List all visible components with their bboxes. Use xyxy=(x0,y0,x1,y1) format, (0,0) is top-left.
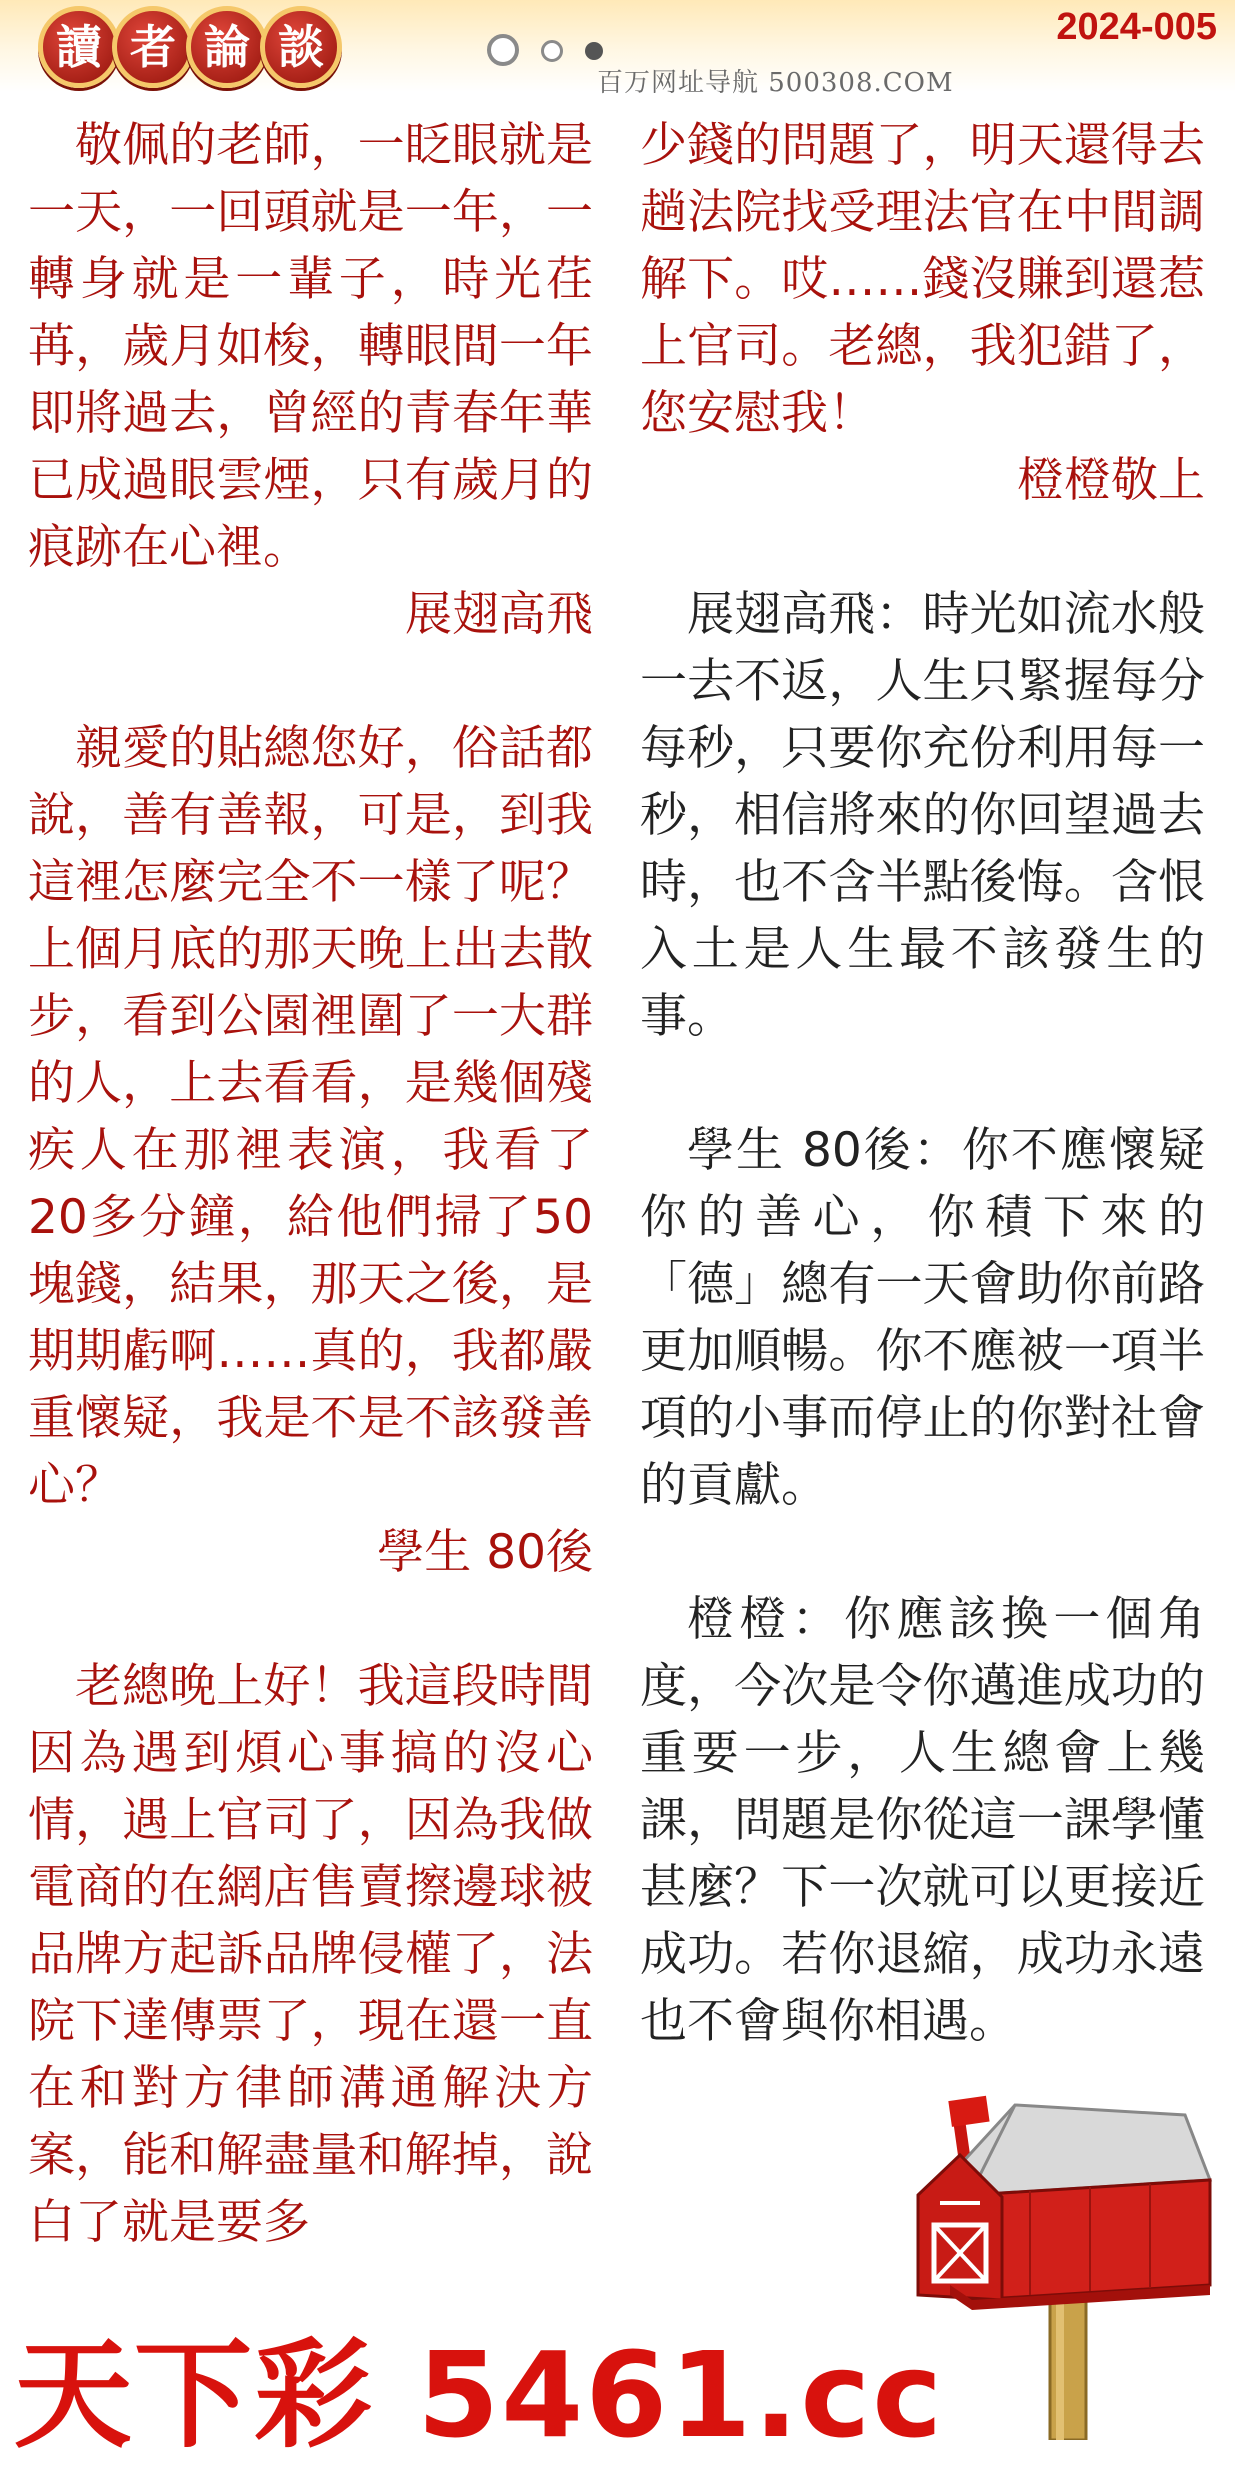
letter-body-continued: 少錢的問題了，明天還得去趟法院找受理法官在中間調解下。哎……錢沒賺到還惹上官司。老總，我犯錯了，您安慰我！ xyxy=(640,118,1205,441)
page-header xyxy=(0,0,1235,98)
reply-paragraph xyxy=(640,1117,1205,1519)
mailbox-illustration xyxy=(910,2085,1220,2440)
reply-text: ：時光如流水般一去不返，人生只緊握每分每秒，只要你充份利用每一秒，相信將來的你回望過去時，也不含半點後悔。含恨入土是人生最不該發生的事。 xyxy=(640,587,1206,1044)
title-char-badge: 談 xyxy=(260,6,342,88)
letter-body: 親愛的貼總您好，俗話都說，善有善報，可是，到我這裡怎麼完全不一樣了呢？上個月底的那天晚上出去散步，看到公園裡圍了一大群的人，上去看看，是幾個殘疾人在那裡表演，我看了20多分鐘，給他們掃了50塊錢，結果，那天之後，是期期虧啊……真的，我都嚴重懷疑，我是不是不該發善心？ xyxy=(28,721,593,1513)
reply-text: ：你不應懷疑你的善心，你積下來的「德」總有一天會助你前路更加順暢。你不應被一項半項的小事而停止的你對社會的貢獻。 xyxy=(640,1123,1205,1513)
decor-dot xyxy=(585,42,603,60)
letter-signature: 展翅高飛 xyxy=(405,587,593,642)
spacer xyxy=(640,514,1205,581)
decor-dot xyxy=(541,40,563,62)
site-link-text[interactable]: 百万网址导航 500308.COM xyxy=(597,68,954,98)
spacer xyxy=(640,1050,1205,1117)
decor-dot xyxy=(487,34,519,66)
reply-recipient-name: 展翅高飛 xyxy=(687,587,876,642)
letter-signature: 學生 80後 xyxy=(377,1525,593,1580)
watermark-text: 天下彩 5461.cc xyxy=(14,2326,945,2464)
reply-paragraph xyxy=(640,1586,1205,2055)
letter-body: 敬佩的老師，一眨眼就是一天，一回頭就是一年，一轉身就是一輩子，時光荏苒，歲月如梭，轉眼間一年即將過去，曾經的青春年華已成過眼雲煙，只有歲月的痕跡在心裡。 xyxy=(28,118,593,575)
reply-recipient-name: 學生 80後 xyxy=(687,1123,913,1178)
spacer xyxy=(28,1586,593,1653)
title-char-badge: 論 xyxy=(186,6,268,88)
spacer xyxy=(28,648,593,715)
mailbox-icon xyxy=(910,2085,1220,2440)
title-char-badge: 者 xyxy=(112,6,194,88)
reply-paragraph xyxy=(640,581,1205,1050)
reply-text: ：你應該換一個角度，今次是令你邁進成功的重要一步，人生總會上幾課，問題是你從這一課學懂甚麼？下一次就可以更接近成功。若你退縮，成功永遠也不會與你相遇。 xyxy=(640,1592,1206,2049)
spacer xyxy=(640,1519,1205,1586)
letter-body: 老總晚上好！我這段時間因為遇到煩心事搞的沒心情，遇上官司了，因為我做電商的在網店售賣擦邊球被品牌方起訴品牌侵權了，法院下達傳票了，現在還一直在和對方律師溝通解決方案，能和解盡量和解掉，說白了就是要多 xyxy=(28,1659,593,2250)
letter-signature: 橙橙敬上 xyxy=(1017,453,1205,508)
reply-recipient-name: 橙橙 xyxy=(687,1592,792,1647)
left-column xyxy=(28,112,593,2256)
right-column xyxy=(640,112,1205,2055)
issue-code: 2024-005 xyxy=(1056,6,1217,48)
title-char-badge: 讀 xyxy=(38,6,120,88)
